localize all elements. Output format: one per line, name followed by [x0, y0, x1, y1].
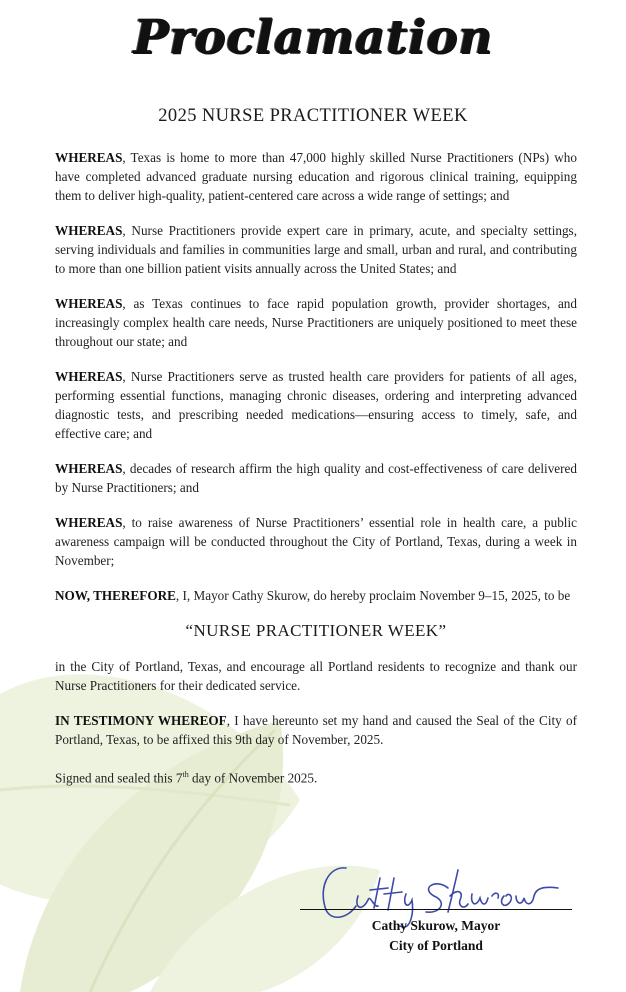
proclaimed-week-title: “NURSE PRACTITIONER WEEK”	[185, 621, 447, 640]
signed-superscript: th	[182, 770, 189, 779]
paragraph-lead: WHEREAS	[55, 369, 123, 384]
signer-organization: City of Portland	[389, 938, 483, 953]
therefore-paragraph	[55, 586, 577, 605]
signer-name: Cathy Skurow, Mayor	[371, 918, 501, 933]
encourage-paragraph: in the City of Portland, Texas, and encourage all Portland residents to recognize and thank our Nurse Practitioners for their dedicated service.	[55, 659, 577, 693]
paragraph-text: , I, Mayor Cathy Skurow, do hereby proclaim November 9–15, 2025, to be	[175, 588, 571, 603]
whereas-paragraph	[55, 148, 577, 205]
whereas-paragraph	[55, 367, 577, 443]
signed-suffix: day of November 2025.	[188, 770, 318, 786]
proclamation-heading-text: Proclamation	[133, 10, 493, 65]
paragraph-lead: NOW, THEREFORE	[55, 588, 176, 603]
paragraph-lead: WHEREAS	[55, 223, 123, 238]
proclamation-heading	[0, 10, 626, 65]
signed-date-line	[55, 765, 577, 787]
whereas-paragraph	[55, 459, 577, 497]
paragraph-lead: WHEREAS	[55, 150, 123, 165]
testimony-paragraph	[55, 711, 577, 749]
whereas-paragraph	[55, 513, 577, 570]
signature-stroke	[426, 870, 558, 912]
whereas-paragraph	[55, 221, 577, 278]
document-title: 2025 NURSE PRACTITIONER WEEK	[158, 106, 468, 126]
whereas-paragraph	[55, 294, 577, 351]
paragraph-text: , decades of research affirm the high quality and cost-effectiveness of care delivered by Nurse Practitioners; and	[55, 461, 577, 495]
paragraph-lead: WHEREAS	[55, 515, 123, 530]
paragraph-lead: IN TESTIMONY WHEREOF	[55, 713, 227, 728]
paragraph-text: , Texas is home to more than 47,000 highly skilled Nurse Practitioners (NPs) who have completed advanced graduate nursing education and rigorous clinical training, equipping them to deliver high-quality, patient-centered care across a wide range of settings; and	[55, 150, 577, 203]
paragraph-text: , as Texas continues to face rapid population growth, provider shortages, and increasingly complex health care needs, Nurse Practitioners are uniquely positioned to meet these throughout our state; and	[55, 296, 577, 349]
paragraph-text: , to raise awareness of Nurse Practitioners’ essential role in health care, a public awareness campaign will be conducted throughout the City of Portland, Texas, during a week in November;	[55, 515, 577, 568]
paragraph-lead: WHEREAS	[55, 461, 123, 476]
proclamation-body	[55, 148, 577, 803]
paragraph-lead: WHEREAS	[55, 296, 123, 311]
signed-prefix: Signed and sealed this 7	[55, 770, 183, 786]
signature-line	[300, 909, 572, 910]
paragraph-text: , I have hereunto set my hand and caused the Seal of the City of Portland, Texas, to be affixed this 9th day of November, 2025.	[55, 713, 578, 747]
paragraph-text: , Nurse Practitioners provide expert care in primary, acute, and specialty settings, serving individuals and families in communities large and small, urban and rural, and contributing to more than one billion patient visits annually across the United States; and	[55, 223, 577, 276]
paragraph-text: , Nurse Practitioners serve as trusted health care providers for patients of all ages, performing essential functions, managing chronic diseases, ordering and interpreting advanced diagnostic tests, and prescribing needed medications—ensuring access to timely, safe, and effective care; and	[55, 369, 577, 441]
mayor-signature	[308, 848, 578, 928]
